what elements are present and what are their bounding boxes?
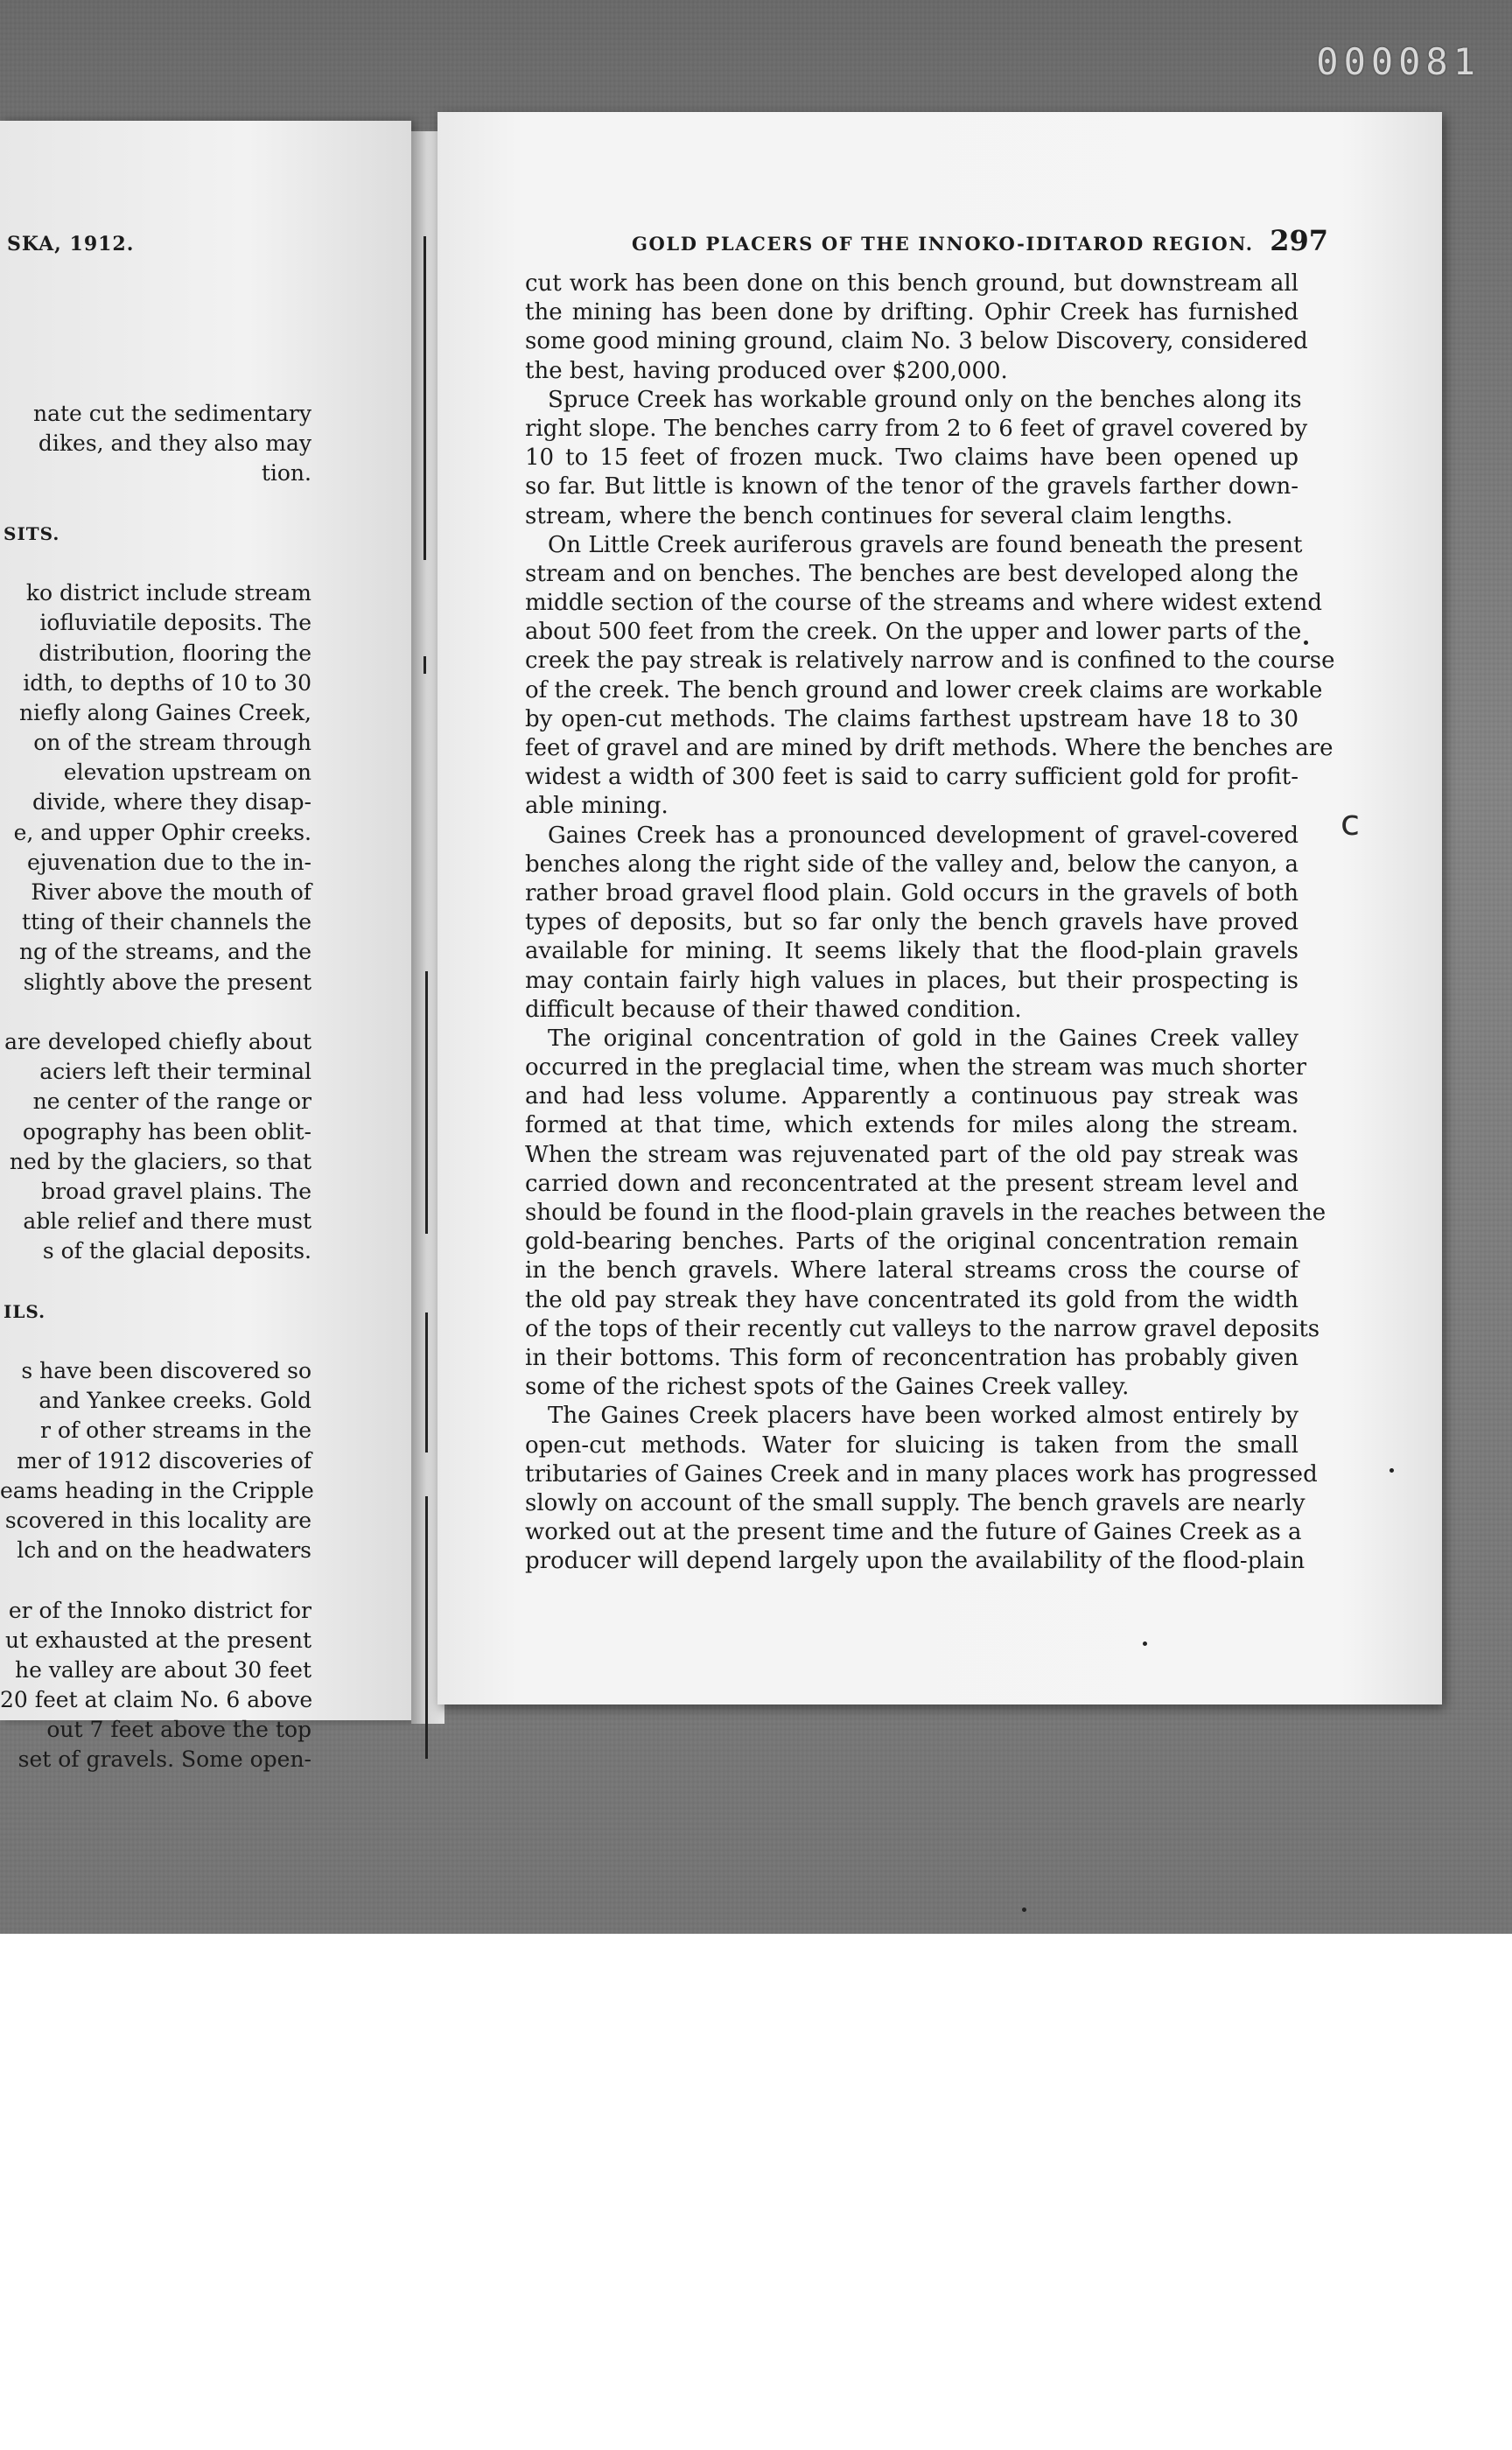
left-text-line: elevation upstream on bbox=[63, 760, 312, 786]
left-text-line: iofluviatile deposits. The bbox=[39, 610, 312, 636]
body-text-line: so far. But little is known of the tenor of the gravels farther down- bbox=[525, 473, 1298, 500]
body-text-line: types of deposits, but so far only the bench gravels have proved bbox=[525, 909, 1298, 936]
left-text-line bbox=[0, 549, 312, 578]
left-text-line: scovered in this locality are bbox=[4, 1507, 312, 1533]
left-text-line: mer of 1912 discoveries of bbox=[17, 1447, 312, 1474]
left-text-line: on of the stream through bbox=[33, 730, 312, 756]
body-text-line: of the tops of their recently cut valleys to the narrow gravel deposits bbox=[525, 1315, 1320, 1342]
body-text-line: middle section of the course of the streams and where widest extend bbox=[525, 590, 1323, 617]
left-text-line: ejuvenation due to the in- bbox=[26, 849, 312, 875]
page-number: 297 bbox=[1270, 224, 1328, 257]
body-text-line: producer will depend largely upon the availability of the flood-plain bbox=[525, 1548, 1306, 1575]
left-page-text bbox=[0, 399, 312, 1775]
scan-speck bbox=[1390, 1468, 1394, 1473]
left-text-line: 20 feet at claim No. 6 above bbox=[0, 1687, 313, 1713]
left-text-line: set of gravels. Some open- bbox=[18, 1746, 312, 1773]
left-text-line: distribution, flooring the bbox=[38, 640, 312, 666]
left-text-line: tion. bbox=[261, 460, 312, 486]
left-text-line: able relief and there must bbox=[23, 1208, 312, 1235]
left-page bbox=[0, 121, 411, 1773]
body-text-line: 10 to 15 feet of frozen muck. Two claims have been opened up bbox=[525, 444, 1298, 472]
body-text-line: some good mining ground, claim No. 3 below Discovery, considered bbox=[525, 328, 1308, 355]
left-text-line bbox=[0, 1565, 312, 1595]
left-text-line: ILS. bbox=[4, 1300, 46, 1322]
left-text-line: s have been discovered so bbox=[21, 1358, 312, 1383]
left-text-line: ng of the streams, and the bbox=[18, 939, 312, 965]
body-text-line: When the stream was rejuvenated part of the old pay streak was bbox=[525, 1141, 1298, 1168]
body-text-line: the best, having produced over $200,000. bbox=[525, 357, 1008, 384]
gutter-mark bbox=[424, 236, 426, 560]
body-text-line: feet of gravel and are mined by drift methods. Where the benches are bbox=[525, 735, 1334, 761]
body-text-line: may contain fairly high values in places, but their prospecting is bbox=[525, 967, 1298, 994]
body-text-line: about 500 feet from the creek. On the upper and lower parts of the bbox=[525, 619, 1302, 646]
scan-speck bbox=[1304, 640, 1308, 645]
body-text-line: creek the pay streak is relatively narrow and is confined to the course bbox=[525, 648, 1335, 675]
left-text-line: nate cut the sedimentary bbox=[32, 401, 312, 426]
left-text-line: he valley are about 30 feet bbox=[14, 1656, 312, 1683]
left-text-line: out 7 feet above the top bbox=[46, 1717, 312, 1743]
body-text-line: gold-bearing benches. Parts of the original concentration remain bbox=[525, 1228, 1298, 1256]
left-text-line: r of other streams in the bbox=[39, 1418, 312, 1444]
left-text-line: River above the mouth of bbox=[31, 879, 312, 905]
body-text-line: by open-cut methods. The claims farthest upstream have 18 to 30 bbox=[525, 705, 1298, 732]
left-text-line: broad gravel plains. The bbox=[41, 1178, 312, 1204]
gutter-mark bbox=[425, 1312, 428, 1452]
left-text-line: divide, where they disap- bbox=[32, 789, 312, 816]
gutter-mark bbox=[425, 1496, 428, 1759]
body-text-line: On Little Creek auriferous gravels are found beneath the present bbox=[548, 531, 1303, 558]
body-text-line: in their bottoms. This form of reconcentration has probably given bbox=[525, 1344, 1298, 1371]
archive-stamp: 000081 bbox=[1316, 40, 1480, 83]
left-text-line: tting of their channels the bbox=[22, 909, 312, 935]
body-text-line: Gaines Creek has a pronounced development of gravel-covered bbox=[548, 822, 1298, 849]
left-text-line: slightly above the present bbox=[23, 969, 312, 995]
body-text-line: in the bench gravels. Where lateral streams cross the course of bbox=[525, 1257, 1298, 1284]
body-text-line: occurred in the preglacial time, when the stream was much shorter bbox=[525, 1054, 1307, 1082]
left-text-line: eams heading in the Cripple bbox=[0, 1477, 314, 1503]
body-text-line: The Gaines Creek placers have been worked almost entirely by bbox=[548, 1403, 1298, 1430]
left-text-line: niefly along Gaines Creek, bbox=[19, 699, 312, 725]
left-text-line: are developed chiefly about bbox=[4, 1028, 312, 1054]
body-text-line: able mining. bbox=[525, 793, 668, 820]
left-text-line: SITS. bbox=[4, 522, 60, 544]
body-text-line: available for mining. It seems likely that the flood-plain gravels bbox=[525, 938, 1298, 965]
body-text-line: carried down and reconcentrated at the present stream level and bbox=[525, 1170, 1298, 1197]
left-text-line bbox=[0, 1326, 312, 1356]
left-text-line: ned by the glaciers, so that bbox=[9, 1148, 312, 1174]
gutter-mark bbox=[425, 971, 428, 1234]
gutter-mark bbox=[424, 656, 426, 674]
left-text-line: s of the glacial deposits. bbox=[42, 1238, 312, 1264]
left-text-line bbox=[0, 489, 312, 519]
body-text-line: and had less volume. Apparently a continuous pay streak was bbox=[525, 1083, 1298, 1110]
body-text-line: stream and on benches. The benches are best developed along the bbox=[525, 560, 1298, 587]
body-text-line: right slope. The benches carry from 2 to 6 feet of gravel covered by bbox=[525, 415, 1308, 442]
body-text bbox=[525, 270, 1335, 1576]
body-text-line: slowly on account of the small supply. The bench gravels are nearly bbox=[525, 1489, 1306, 1516]
left-text-line bbox=[0, 998, 312, 1027]
body-text-line: the mining has been done by drifting. Ophir Creek has furnished bbox=[525, 299, 1298, 326]
left-text-line: ut exhausted at the present bbox=[4, 1627, 312, 1653]
body-text-line: The original concentration of gold in the Gaines Creek valley bbox=[548, 1025, 1298, 1052]
left-text-line: aciers left their terminal bbox=[39, 1059, 312, 1085]
handwritten-margin-mark: c bbox=[1340, 803, 1360, 844]
running-head: GOLD PLACERS OF THE INNOKO-IDITAROD REGION. bbox=[632, 233, 1254, 255]
body-text-line: rather broad gravel flood plain. Gold occurs in the gravels of both bbox=[525, 879, 1298, 906]
left-text-line: e, and upper Ophir creeks. bbox=[13, 819, 312, 845]
body-text-line: some of the richest spots of the Gaines Creek valley. bbox=[525, 1374, 1130, 1401]
body-text-line: formed at that time, which extends for miles along the stream. bbox=[525, 1112, 1298, 1139]
left-text-line: ko district include stream bbox=[25, 580, 312, 606]
body-text-line: should be found in the flood-plain gravels in the reaches between the bbox=[525, 1200, 1326, 1226]
body-text-line: stream, where the bench continues for several claim lengths. bbox=[525, 502, 1233, 529]
left-text-line: idth, to depths of 10 to 30 bbox=[23, 669, 312, 696]
left-page-header: SKA, 1912. bbox=[7, 233, 135, 256]
body-text-line: cut work has been done on this bench ground, but downstream all bbox=[525, 270, 1298, 297]
body-text-line: difficult because of their thawed condition. bbox=[525, 996, 1022, 1023]
body-text-line: benches along the right side of the valley and, below the canyon, a bbox=[525, 850, 1298, 878]
left-text-line: ne center of the range or bbox=[32, 1088, 312, 1115]
left-text-line: lch and on the headwaters bbox=[17, 1537, 312, 1564]
body-text-line: widest a width of 300 feet is said to carry sufficient gold for profit- bbox=[525, 764, 1298, 791]
body-text-line: the old pay streak they have concentrated its gold from the width bbox=[525, 1286, 1298, 1313]
body-text-line: open-cut methods. Water for sluicing is taken from the small bbox=[525, 1432, 1298, 1459]
left-text-line: opography has been oblit- bbox=[22, 1118, 312, 1144]
right-page bbox=[438, 112, 1442, 1704]
left-text-line bbox=[0, 1266, 312, 1296]
scan-speck bbox=[1143, 1642, 1147, 1646]
left-text-line: er of the Innoko district for bbox=[8, 1597, 312, 1623]
body-text-line: worked out at the present time and the future of Gaines Creek as a bbox=[525, 1519, 1302, 1546]
left-text-line: and Yankee creeks. Gold bbox=[38, 1388, 312, 1414]
left-text-line: dikes, and they also may bbox=[38, 430, 312, 457]
body-text-line: tributaries of Gaines Creek and in many places work has progressed bbox=[525, 1460, 1318, 1488]
body-text-line: Spruce Creek has workable ground only on the benches along its bbox=[548, 386, 1302, 413]
body-text-line: of the creek. The bench ground and lower creek claims are workable bbox=[525, 676, 1323, 704]
scan-speck bbox=[1022, 1908, 1026, 1912]
